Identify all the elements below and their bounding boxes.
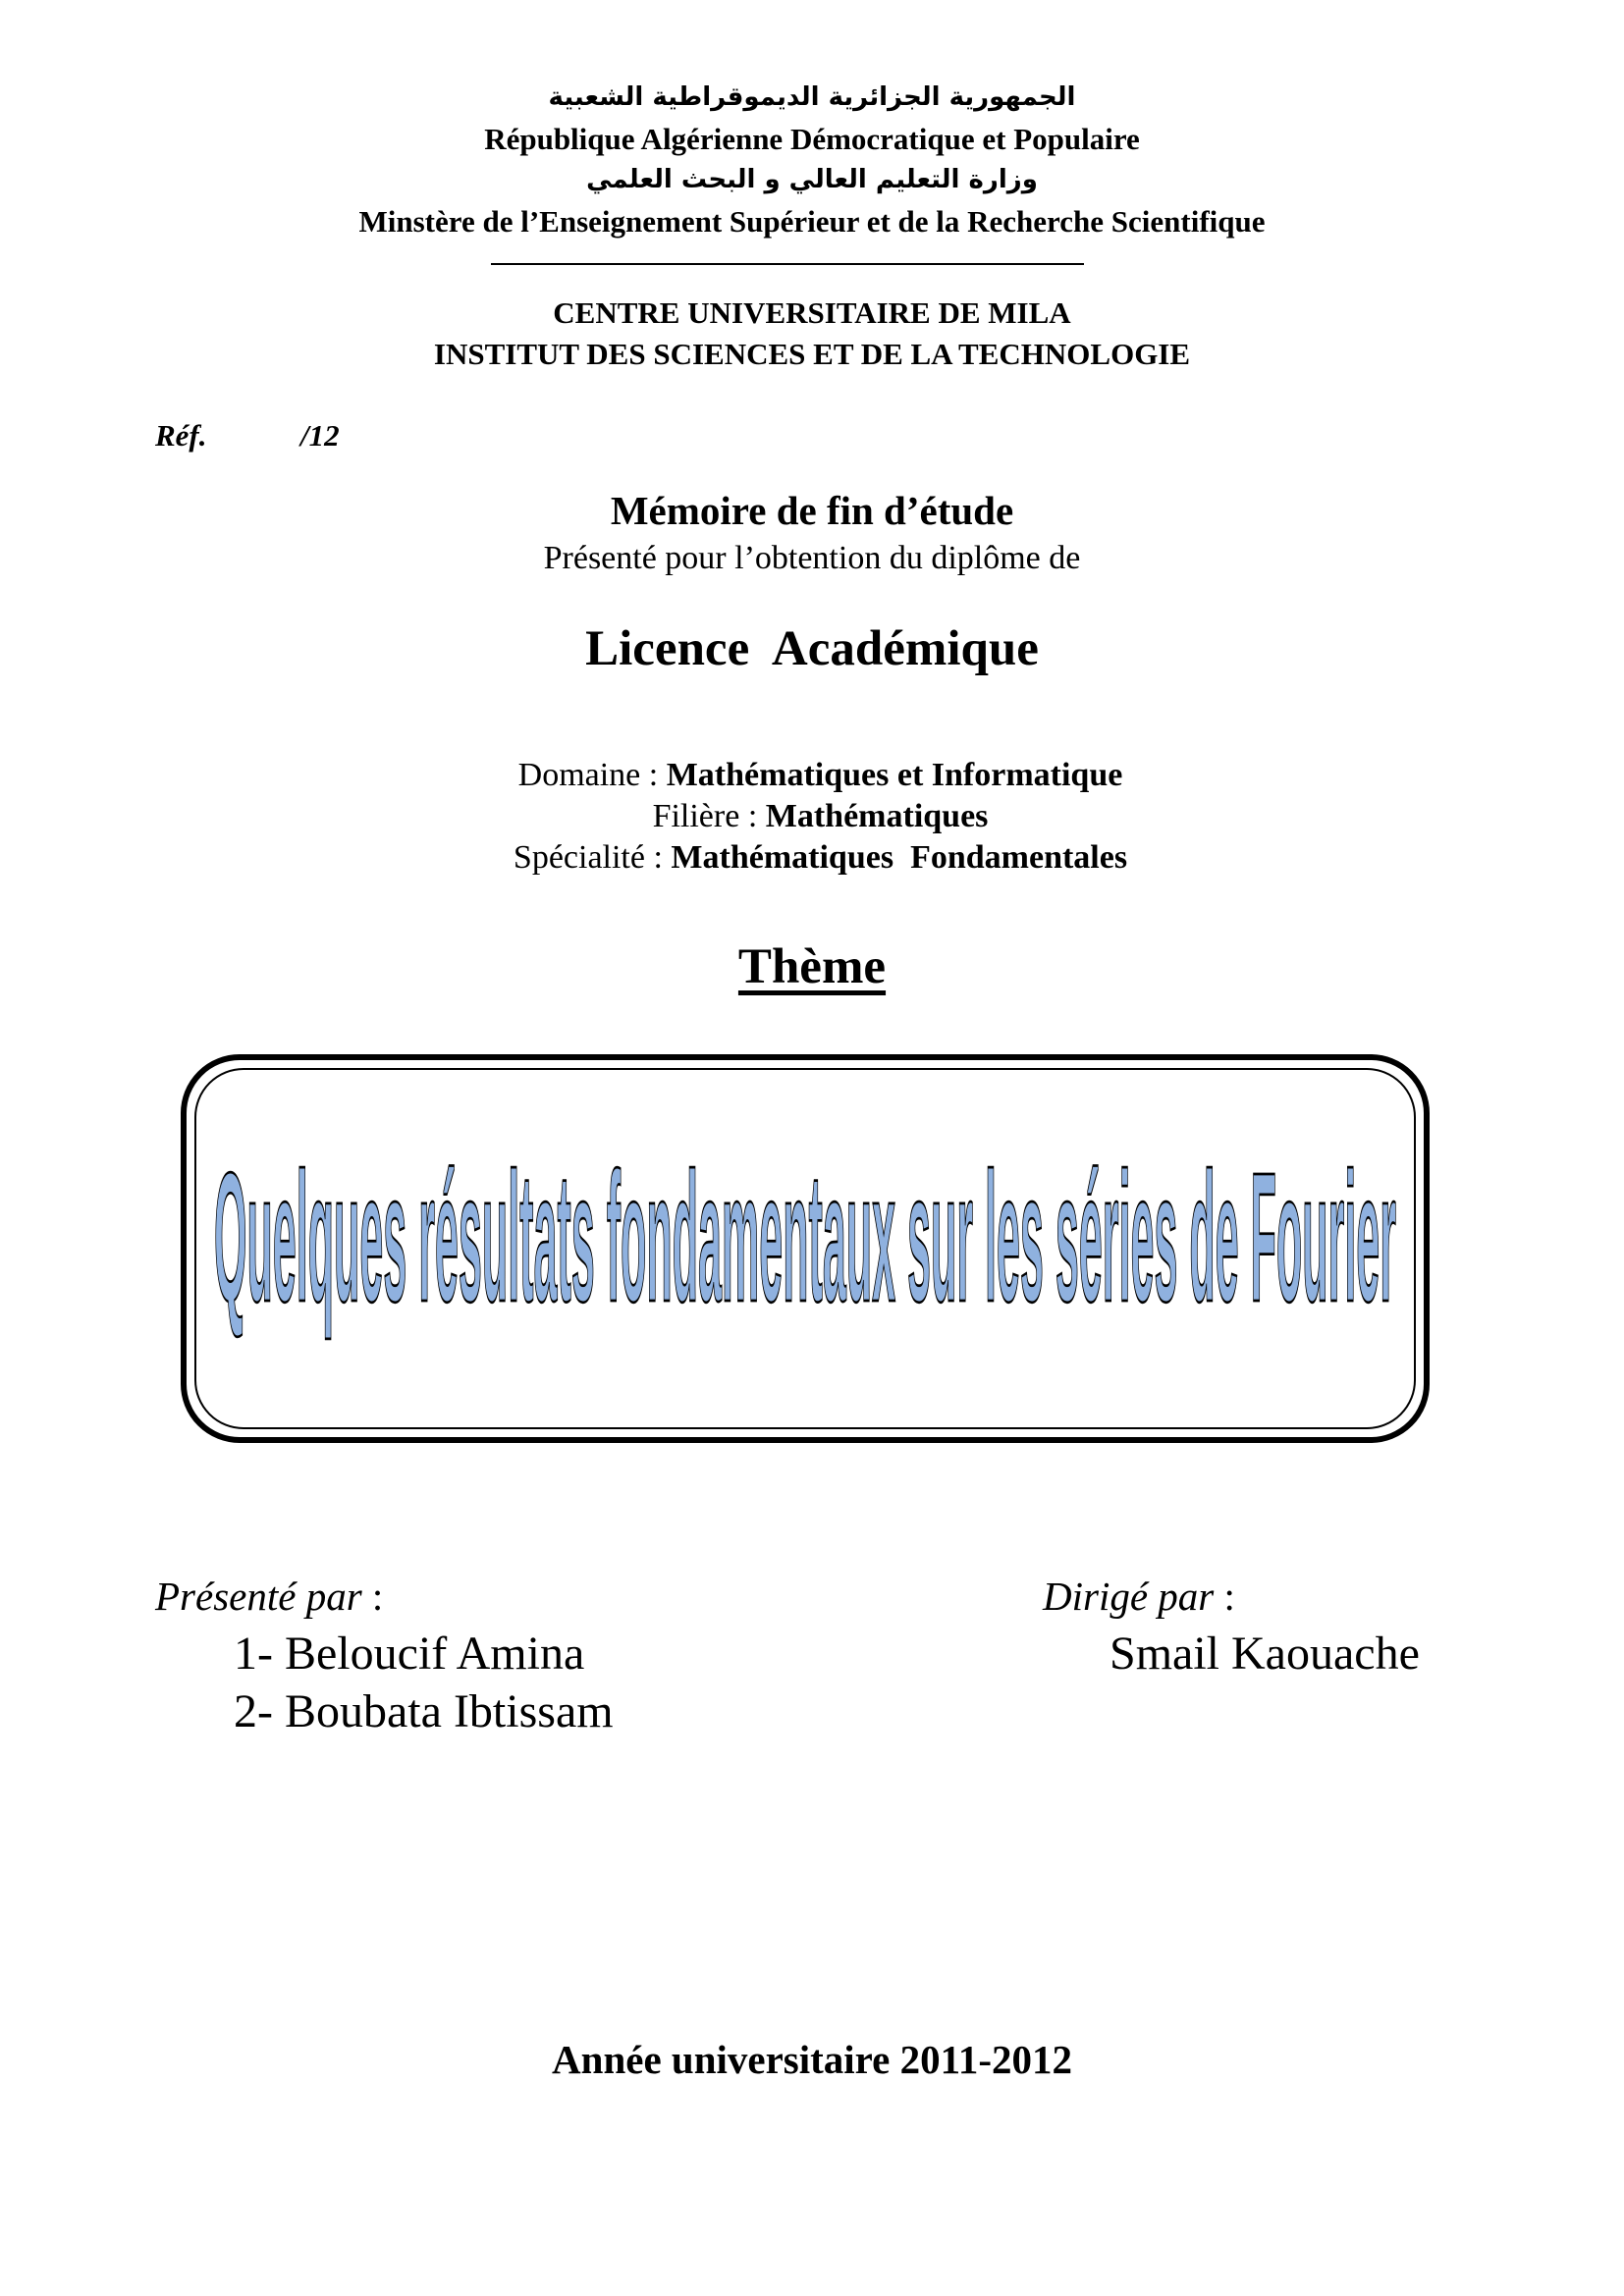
- degree-title: Licence Académique: [585, 621, 1039, 676]
- arabic-republic-heading: الجمهورية الجزائرية الديموقراطية الشعبية: [548, 82, 1076, 112]
- presenters-heading: [155, 1573, 383, 1620]
- specialite-line: [0, 802, 1624, 877]
- theme-label: Thème: [737, 939, 887, 994]
- domaine-value: Mathématiques et Informatique: [666, 757, 1123, 793]
- director-label: Dirigé par: [1043, 1574, 1215, 1619]
- reference-label: Réf.: [155, 418, 207, 453]
- filiere-value: Mathématiques: [765, 798, 989, 834]
- centre-heading: CENTRE UNIVERSITAIRE DE MILA: [553, 295, 1071, 330]
- director-name: Smail Kaouache: [1110, 1628, 1420, 1680]
- academic-year: Année universitaire 2011-2012: [552, 2037, 1072, 2082]
- specialite-label: Spécialité :: [513, 839, 672, 876]
- theme-title: Quelques résultats fondamentaux sur les séries de Fourier: [214, 1133, 1396, 1340]
- director-heading: [1043, 1573, 1235, 1620]
- domaine-label: Domaine :: [517, 757, 667, 793]
- reference-number: /12: [300, 418, 340, 453]
- arabic-ministry-heading: وزارة التعليم العالي و البحث العلمي: [586, 165, 1038, 194]
- republic-heading: République Algérienne Démocratique et Populaire: [484, 122, 1140, 156]
- header-divider: [491, 263, 1084, 265]
- presenters-label: Présenté par: [155, 1574, 362, 1619]
- presenter-item: 2- Boubata Ibtissam: [234, 1685, 614, 1737]
- filiere-label: Filière :: [652, 798, 766, 834]
- institut-heading: INSTITUT DES SCIENCES ET DE LA TECHNOLOGIE: [433, 337, 1191, 371]
- specialite-value: Mathématiques Fondamentales: [671, 839, 1128, 876]
- theme-title-wordart: [206, 1129, 1404, 1374]
- presenter-item: 1- Beloucif Amina: [234, 1628, 585, 1680]
- presenters-colon: :: [361, 1574, 384, 1619]
- memoire-subtitle: Présenté pour l’obtention du diplôme de: [543, 540, 1081, 576]
- ministry-heading: Minstère de l’Enseignement Supérieur et de la Recherche Scientifique: [358, 204, 1266, 239]
- director-colon: :: [1214, 1574, 1235, 1619]
- memoire-title: Mémoire de fin d’étude: [610, 488, 1014, 533]
